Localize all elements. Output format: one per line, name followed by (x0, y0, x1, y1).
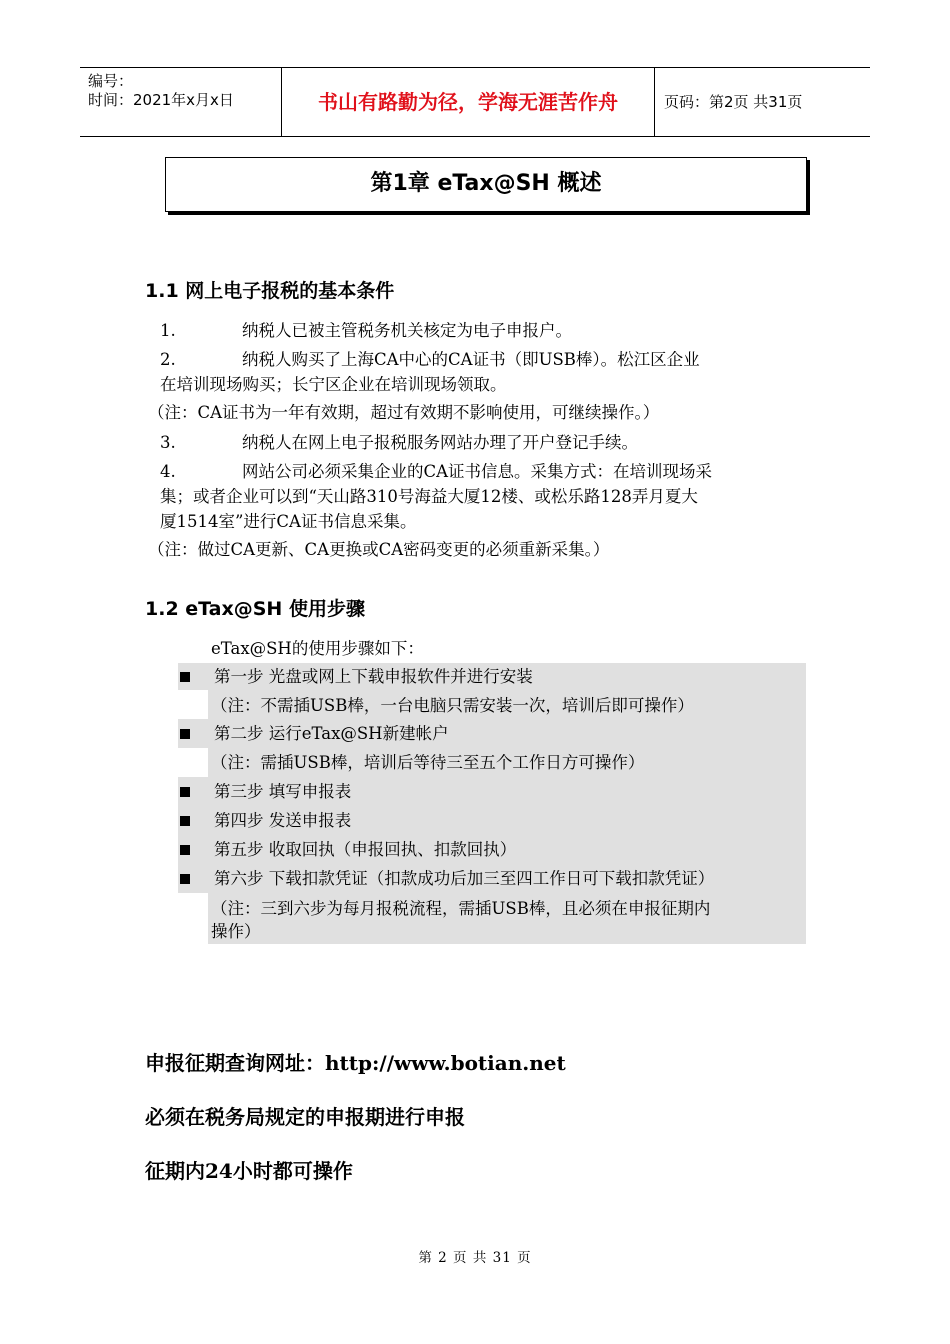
step-note: （注：不需插USB棒，一台电脑只需安装一次，培训后即可操作） (211, 696, 694, 715)
item-number: 4. (160, 462, 176, 481)
item-text: 纳税人在网上电子报税服务网站办理了开户登记手续。 (242, 433, 638, 452)
square-bullet-icon (180, 787, 190, 797)
step-item (178, 719, 449, 748)
query-url-line: 申报征期查询网址：http://www.botian.net (145, 1051, 566, 1075)
steps-intro: eTax@SH的使用步骤如下： (211, 639, 424, 658)
item-number: 3. (160, 433, 176, 452)
chapter-title: 第1章 eTax@SH 概述 (165, 157, 807, 212)
section-heading-1-1: 1.1 网上电子报税的基本条件 (145, 280, 395, 302)
step-note-continued: 操作） (211, 922, 261, 941)
step-text: 第五步 收取回执（申报回执、扣款回执） (214, 840, 517, 859)
item-text-continued: 厦1514室”进行CA证书信息采集。 (160, 512, 417, 531)
header-page-info: 页码：第2页 共31页 (664, 93, 803, 111)
list-item (160, 430, 638, 455)
step-text: 第三步 填写申报表 (214, 782, 352, 801)
hours-line: 征期内24小时都可操作 (145, 1159, 353, 1183)
shade-gap (178, 748, 208, 777)
item-text: 纳税人购买了上海CA中心的CA证书（即USB棒）。松江区企业 (242, 350, 700, 369)
shade-gap (178, 690, 208, 719)
page-header (80, 67, 870, 137)
page-footer: 第 2 页 共 31 页 (418, 1250, 532, 1266)
deadline-line: 必须在税务局规定的申报期进行申报 (145, 1105, 465, 1129)
step-note: （注：需插USB棒，培训后等待三至五个工作日方可操作） (211, 753, 645, 772)
step-item (178, 835, 516, 864)
item-text-continued: 集；或者企业可以到“天山路310号海益大厦12楼、或松乐路128弄月夏大 (160, 487, 698, 506)
square-bullet-icon (180, 845, 190, 855)
step-item (178, 806, 351, 835)
step-note: （注：三到六步为每月报税流程，需插USB棒，且必须在申报征期内 (211, 899, 711, 918)
square-bullet-icon (180, 672, 190, 682)
shade-gap (178, 893, 208, 944)
list-item (160, 459, 712, 484)
item-text-continued: 在培训现场购买；长宁区企业在培训现场领取。 (160, 375, 507, 394)
step-text: 第二步 运行eTax@SH新建帐户 (214, 724, 449, 743)
header-motto: 书山有路勤为径，学海无涯苦作舟 (281, 68, 655, 136)
step-text: 第六步 下载扣款凭证（扣款成功后加三至四工作日可下载扣款凭证） (214, 869, 715, 888)
square-bullet-icon (180, 816, 190, 826)
square-bullet-icon (180, 729, 190, 739)
item-text: 网站公司必须采集企业的CA证书信息。采集方式：在培训现场采 (242, 462, 713, 481)
note: （注：CA证书为一年有效期，超过有效期不影响使用，可继续操作。） (148, 403, 660, 422)
code-label: 编号： (88, 72, 134, 90)
step-text: 第四步 发送申报表 (214, 811, 352, 830)
step-item (178, 662, 533, 691)
item-text: 纳税人已被主管税务机关核定为电子申报户。 (242, 321, 572, 340)
note: （注：做过CA更新、CA更换或CA密码变更的必须重新采集。） (148, 540, 610, 559)
step-item (178, 864, 714, 893)
square-bullet-icon (180, 874, 190, 884)
section-heading-1-2: 1.2 eTax@SH 使用步骤 (145, 598, 365, 620)
date-label: 时间：2021年x月x日 (88, 91, 234, 109)
list-item (160, 347, 700, 372)
step-item (178, 777, 351, 806)
item-number: 1. (160, 321, 176, 340)
item-number: 2. (160, 350, 176, 369)
list-item (160, 318, 572, 343)
step-text: 第一步 光盘或网上下载申报软件并进行安装 (214, 667, 533, 686)
header-meta (80, 68, 281, 136)
